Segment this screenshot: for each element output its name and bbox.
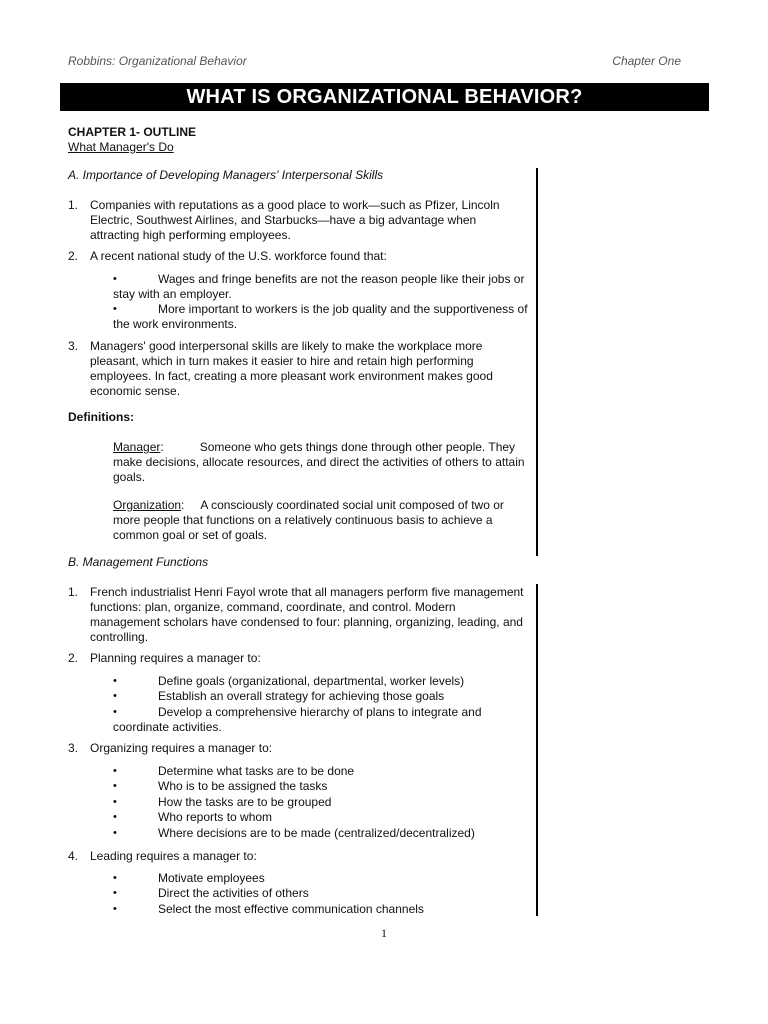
running-header-left: Robbins: Organizational Behavior [68,54,247,68]
bullet-text: Motivate employees [158,871,265,885]
bullet-item [113,886,528,901]
bullet-icon: • [113,706,117,718]
change-bar [536,168,538,556]
outline-heading: CHAPTER 1- OUTLINE [68,125,197,139]
bullet-item [113,764,528,779]
bullet-icon: • [113,675,117,687]
bullet-text: Determine what tasks are to be done [158,764,355,778]
definition-term: Manager [113,440,161,454]
bullet-icon: • [113,811,117,823]
running-header-right: Chapter One [612,54,681,68]
bullet-item [113,810,528,825]
bullet-text: Wages and fringe benefits are not the reason people like their jobs or stay with an employer. [113,272,525,301]
bullet-text: Select the most effective communication channels [158,902,424,916]
outline-subheading: What Manager's Do [68,140,174,154]
list-item [68,741,528,756]
definition-manager: Manager: Someone who gets things done through other people. They make decisions, allocate resources, and direct the activities of others to attain goals. [113,440,525,484]
bullet-text: Who is to be assigned the tasks [158,779,328,793]
bullet-item [113,302,528,332]
list-item [68,249,528,264]
bullet-text: How the tasks are to be grouped [158,795,332,809]
chapter-title: WHAT IS ORGANIZATIONAL BEHAVIOR? [60,83,709,111]
bullet-text: Who reports to whom [158,810,273,824]
bullet-icon: • [113,273,117,285]
bullet-icon: • [113,303,117,315]
bullet-icon: • [113,796,117,808]
bullet-text: Develop a comprehensive hierarchy of plans to integrate and coordinate activities. [113,705,482,734]
section-a-heading: A. Importance of Developing Managers' Interpersonal Skills [68,168,384,182]
section-b-heading: B. Management Functions [68,555,209,569]
list-text: Organizing requires a manager to: [90,741,273,755]
definition-organization: Organization: A consciously coordinated social unit composed of two or more people that functions on a relatively continuous basis to achieve a common goal or set of goals. [113,498,504,542]
list-number: 1. [68,198,79,212]
list-number: 4. [68,849,79,863]
bullet-icon: • [113,780,117,792]
bullet-text: Establish an overall strategy for achieving those goals [158,689,445,703]
bullet-item [113,779,528,794]
list-number: 2. [68,651,79,665]
bullet-icon: • [113,827,117,839]
bullet-text: Define goals (organizational, departmental, worker levels) [158,674,465,688]
definition-text: Someone who gets things done through other people. They make decisions, allocate resources, and direct the activities of others to attain goals. [113,440,525,484]
list-item [68,585,528,645]
list-text: Companies with reputations as a good place to work—such as Pfizer, Lincoln Electric, Southwest Airlines, and Starbucks—have a big advantage when attracting high performing employees. [90,198,500,242]
page-number: 1 [381,926,387,940]
list-number: 3. [68,339,79,353]
bullet-item [113,689,528,704]
list-text: French industrialist Henri Fayol wrote that all managers perform five management functions: plan, organize, command, coordinate, and control. Modern management scholars have condensed to four: planning, organizing, leading, and controlling. [90,585,524,644]
list-text: Planning requires a manager to: [90,651,261,665]
list-number: 1. [68,585,79,599]
list-text: Managers' good interpersonal skills are likely to make the workplace more pleasant, which in turn makes it easier to hire and retain high performing employees. In fact, creating a more pleasant work environment makes good economic sense. [90,339,493,398]
bullet-icon: • [113,903,117,915]
list-number: 2. [68,249,79,263]
bullet-icon: • [113,887,117,899]
list-number: 3. [68,741,79,755]
definition-term: Organization [113,498,182,512]
change-bar [536,584,538,916]
bullet-item [113,705,528,735]
bullet-item [113,826,528,841]
bullet-text: Direct the activities of others [158,886,309,900]
bullet-item [113,674,528,689]
bullet-item [113,902,528,917]
bullet-text: Where decisions are to be made (centralized/decentralized) [158,826,475,840]
list-text: Leading requires a manager to: [90,849,257,863]
definition-text: A consciously coordinated social unit composed of two or more people that functions on a relatively continuous basis to achieve a common goal or set of goals. [113,498,504,542]
bullet-item [113,871,528,886]
bullet-text: More important to workers is the job quality and the supportiveness of the work environments. [113,302,528,331]
definitions-heading: Definitions: [68,410,134,424]
list-item [68,198,528,243]
list-item [68,339,528,399]
bullet-icon: • [113,690,117,702]
bullet-icon: • [113,872,117,884]
list-item [68,651,528,666]
list-text: A recent national study of the U.S. workforce found that: [90,249,387,263]
list-item [68,849,528,864]
bullet-icon: • [113,765,117,777]
bullet-item [113,795,528,810]
bullet-item [113,272,528,302]
